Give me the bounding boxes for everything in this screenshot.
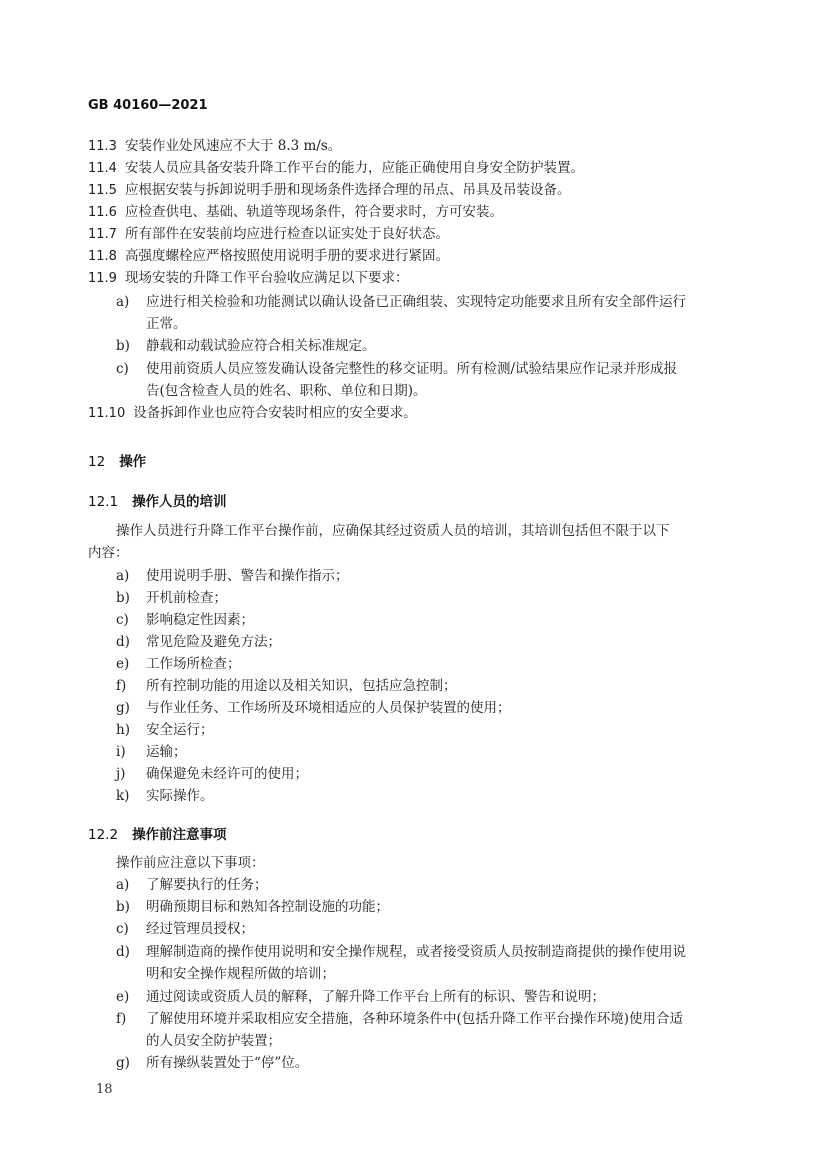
item-text: 理解制造商的操作使用说明和安全操作规程，或者接受资质人员按制造商提供的操作使用说	[146, 944, 686, 960]
list-item-continuation: 明和安全操作规程所做的培训；	[146, 966, 335, 982]
clause-text: 所有部件在安装前均应进行检查以证实处于良好状态。	[124, 226, 449, 242]
list-item-continuation: 的人员安全防护装置；	[146, 1033, 281, 1049]
section-heading-12	[88, 450, 146, 470]
list-item	[116, 1053, 308, 1073]
paragraph: 操作人员进行升降工作平台操作前，应确保其经过资质人员的培训，其培训包括但不限于以下	[116, 523, 670, 539]
item-text: 工作场所检查；	[146, 656, 241, 672]
item-text: 所有操纵装置处于“停”位。	[146, 1055, 309, 1071]
item-label: c)	[116, 612, 129, 628]
list-item	[116, 919, 254, 939]
item-label: h)	[116, 722, 130, 738]
clause-text: 应检查供电、基础、轨道等现场条件，符合要求时，方可安装。	[124, 204, 503, 220]
list-item	[116, 942, 686, 962]
item-label: c)	[116, 921, 129, 937]
clause-number: 11.7	[88, 227, 117, 242]
item-label: b)	[116, 899, 130, 915]
list-item	[116, 875, 268, 895]
list-item	[116, 897, 389, 917]
item-text: 所有控制功能的用途以及相关知识，包括应急控制；	[146, 678, 457, 694]
item-text: 使用说明手册、警告和操作指示；	[146, 568, 349, 584]
item-text: 运输；	[146, 744, 187, 760]
list-item	[116, 588, 227, 608]
section-title: 操作前注意事项	[132, 827, 227, 843]
item-label: g)	[116, 700, 130, 716]
item-text: 实际操作。	[146, 788, 214, 804]
item-text: 静载和动载试验应符合相关标准规定。	[146, 338, 376, 354]
list-item	[116, 786, 214, 806]
item-text: 通过阅读或资质人员的解释，了解升降工作平台上所有的标识、警告和说明；	[146, 989, 605, 1005]
list-item-continuation: 告(包含检查人员的姓名、职称、单位和日期)。	[146, 383, 427, 399]
list-item	[116, 698, 511, 718]
clause-text: 现场安装的升降工作平台验收应满足以下要求：	[124, 270, 409, 286]
list-item	[116, 742, 187, 762]
list-item	[116, 336, 376, 356]
clause-number: 11.10	[88, 406, 126, 421]
clause-text: 安装人员应具备安装升降工作平台的能力，应能正确使用自身安全防护装置。	[124, 160, 584, 176]
item-label: d)	[116, 634, 130, 650]
item-text: 了解要执行的任务；	[146, 877, 268, 893]
subsection-heading-12-1	[88, 490, 227, 510]
item-label: a)	[116, 568, 130, 584]
clause-11-8	[88, 246, 449, 267]
clause-text: 安装作业处风速应不大于 8.3 m/s。	[124, 138, 342, 154]
list-item	[116, 987, 605, 1007]
list-item-continuation: 正常。	[146, 316, 187, 332]
list-item	[116, 764, 308, 784]
item-label: g)	[116, 1055, 130, 1071]
clause-number: 11.8	[88, 249, 117, 264]
clause-11-10	[88, 403, 417, 424]
item-label: e)	[116, 989, 130, 1005]
clause-11-4	[88, 158, 584, 179]
list-item	[116, 610, 254, 630]
section-title: 操作人员的培训	[132, 494, 227, 510]
clause-11-9	[88, 268, 408, 289]
list-item	[116, 720, 214, 740]
item-label: c)	[116, 361, 129, 377]
item-text: 了解使用环境并采取相应安全措施，各种环境条件中(包括升降工作平台操作环境)使用合适	[146, 1011, 684, 1027]
item-label: b)	[116, 590, 130, 606]
clause-number: 11.5	[88, 183, 117, 198]
paragraph: 操作前应注意以下事项：	[116, 855, 265, 871]
section-number: 12.2	[88, 827, 119, 843]
item-label: a)	[116, 294, 130, 310]
item-text: 使用前资质人员应签发确认设备完整性的移交证明。所有检测/试验结果应作记录并形成报	[146, 361, 678, 377]
item-label: b)	[116, 338, 130, 354]
item-label: e)	[116, 656, 130, 672]
item-text: 影响稳定性因素；	[146, 612, 254, 628]
item-text: 开机前检查；	[146, 590, 227, 606]
item-text: 常见危险及避免方法；	[146, 634, 281, 650]
section-number: 12.1	[88, 494, 119, 510]
list-item	[116, 359, 677, 379]
list-item	[116, 1009, 683, 1029]
clause-number: 11.9	[88, 271, 117, 286]
clause-text: 设备拆卸作业也应符合安装时相应的安全要求。	[133, 405, 417, 421]
document-id: GB 40160—2021	[88, 98, 208, 113]
item-label: j)	[116, 766, 126, 782]
clause-11-7	[88, 224, 449, 245]
item-text: 与作业任务、工作场所及环境相适应的人员保护装置的使用；	[146, 700, 511, 716]
clause-11-3	[88, 136, 341, 157]
section-title: 操作	[119, 454, 147, 470]
item-text: 安全运行；	[146, 722, 214, 738]
item-label: f)	[116, 1011, 127, 1027]
clause-11-5	[88, 180, 570, 201]
item-label: a)	[116, 877, 130, 893]
clause-number: 11.3	[88, 139, 117, 154]
item-label: d)	[116, 944, 130, 960]
section-number: 12	[88, 454, 106, 470]
item-label: k)	[116, 788, 130, 804]
clause-text: 应根据安装与拆卸说明手册和现场条件选择合理的吊点、吊具及吊装设备。	[124, 182, 571, 198]
paragraph-continuation: 内容：	[88, 545, 129, 561]
subsection-heading-12-2	[88, 823, 227, 843]
list-item	[116, 632, 281, 652]
item-text: 经过管理员授权；	[146, 921, 254, 937]
clause-number: 11.6	[88, 205, 117, 220]
item-text: 明确预期目标和熟知各控制设施的功能；	[146, 899, 389, 915]
clause-number: 11.4	[88, 161, 117, 176]
list-item	[116, 292, 686, 312]
list-item	[116, 566, 349, 586]
list-item	[116, 676, 457, 696]
clause-text: 高强度螺栓应严格按照使用说明手册的要求进行紧固。	[124, 248, 449, 264]
item-label: i)	[116, 744, 126, 760]
item-text: 应进行相关检验和功能测试以确认设备已正确组装、实现特定功能要求且所有安全部件运行	[146, 294, 686, 310]
list-item	[116, 654, 241, 674]
page-number: 18	[96, 1082, 113, 1097]
item-text: 确保避免未经许可的使用；	[146, 766, 308, 782]
item-label: f)	[116, 678, 127, 694]
clause-11-6	[88, 202, 503, 223]
